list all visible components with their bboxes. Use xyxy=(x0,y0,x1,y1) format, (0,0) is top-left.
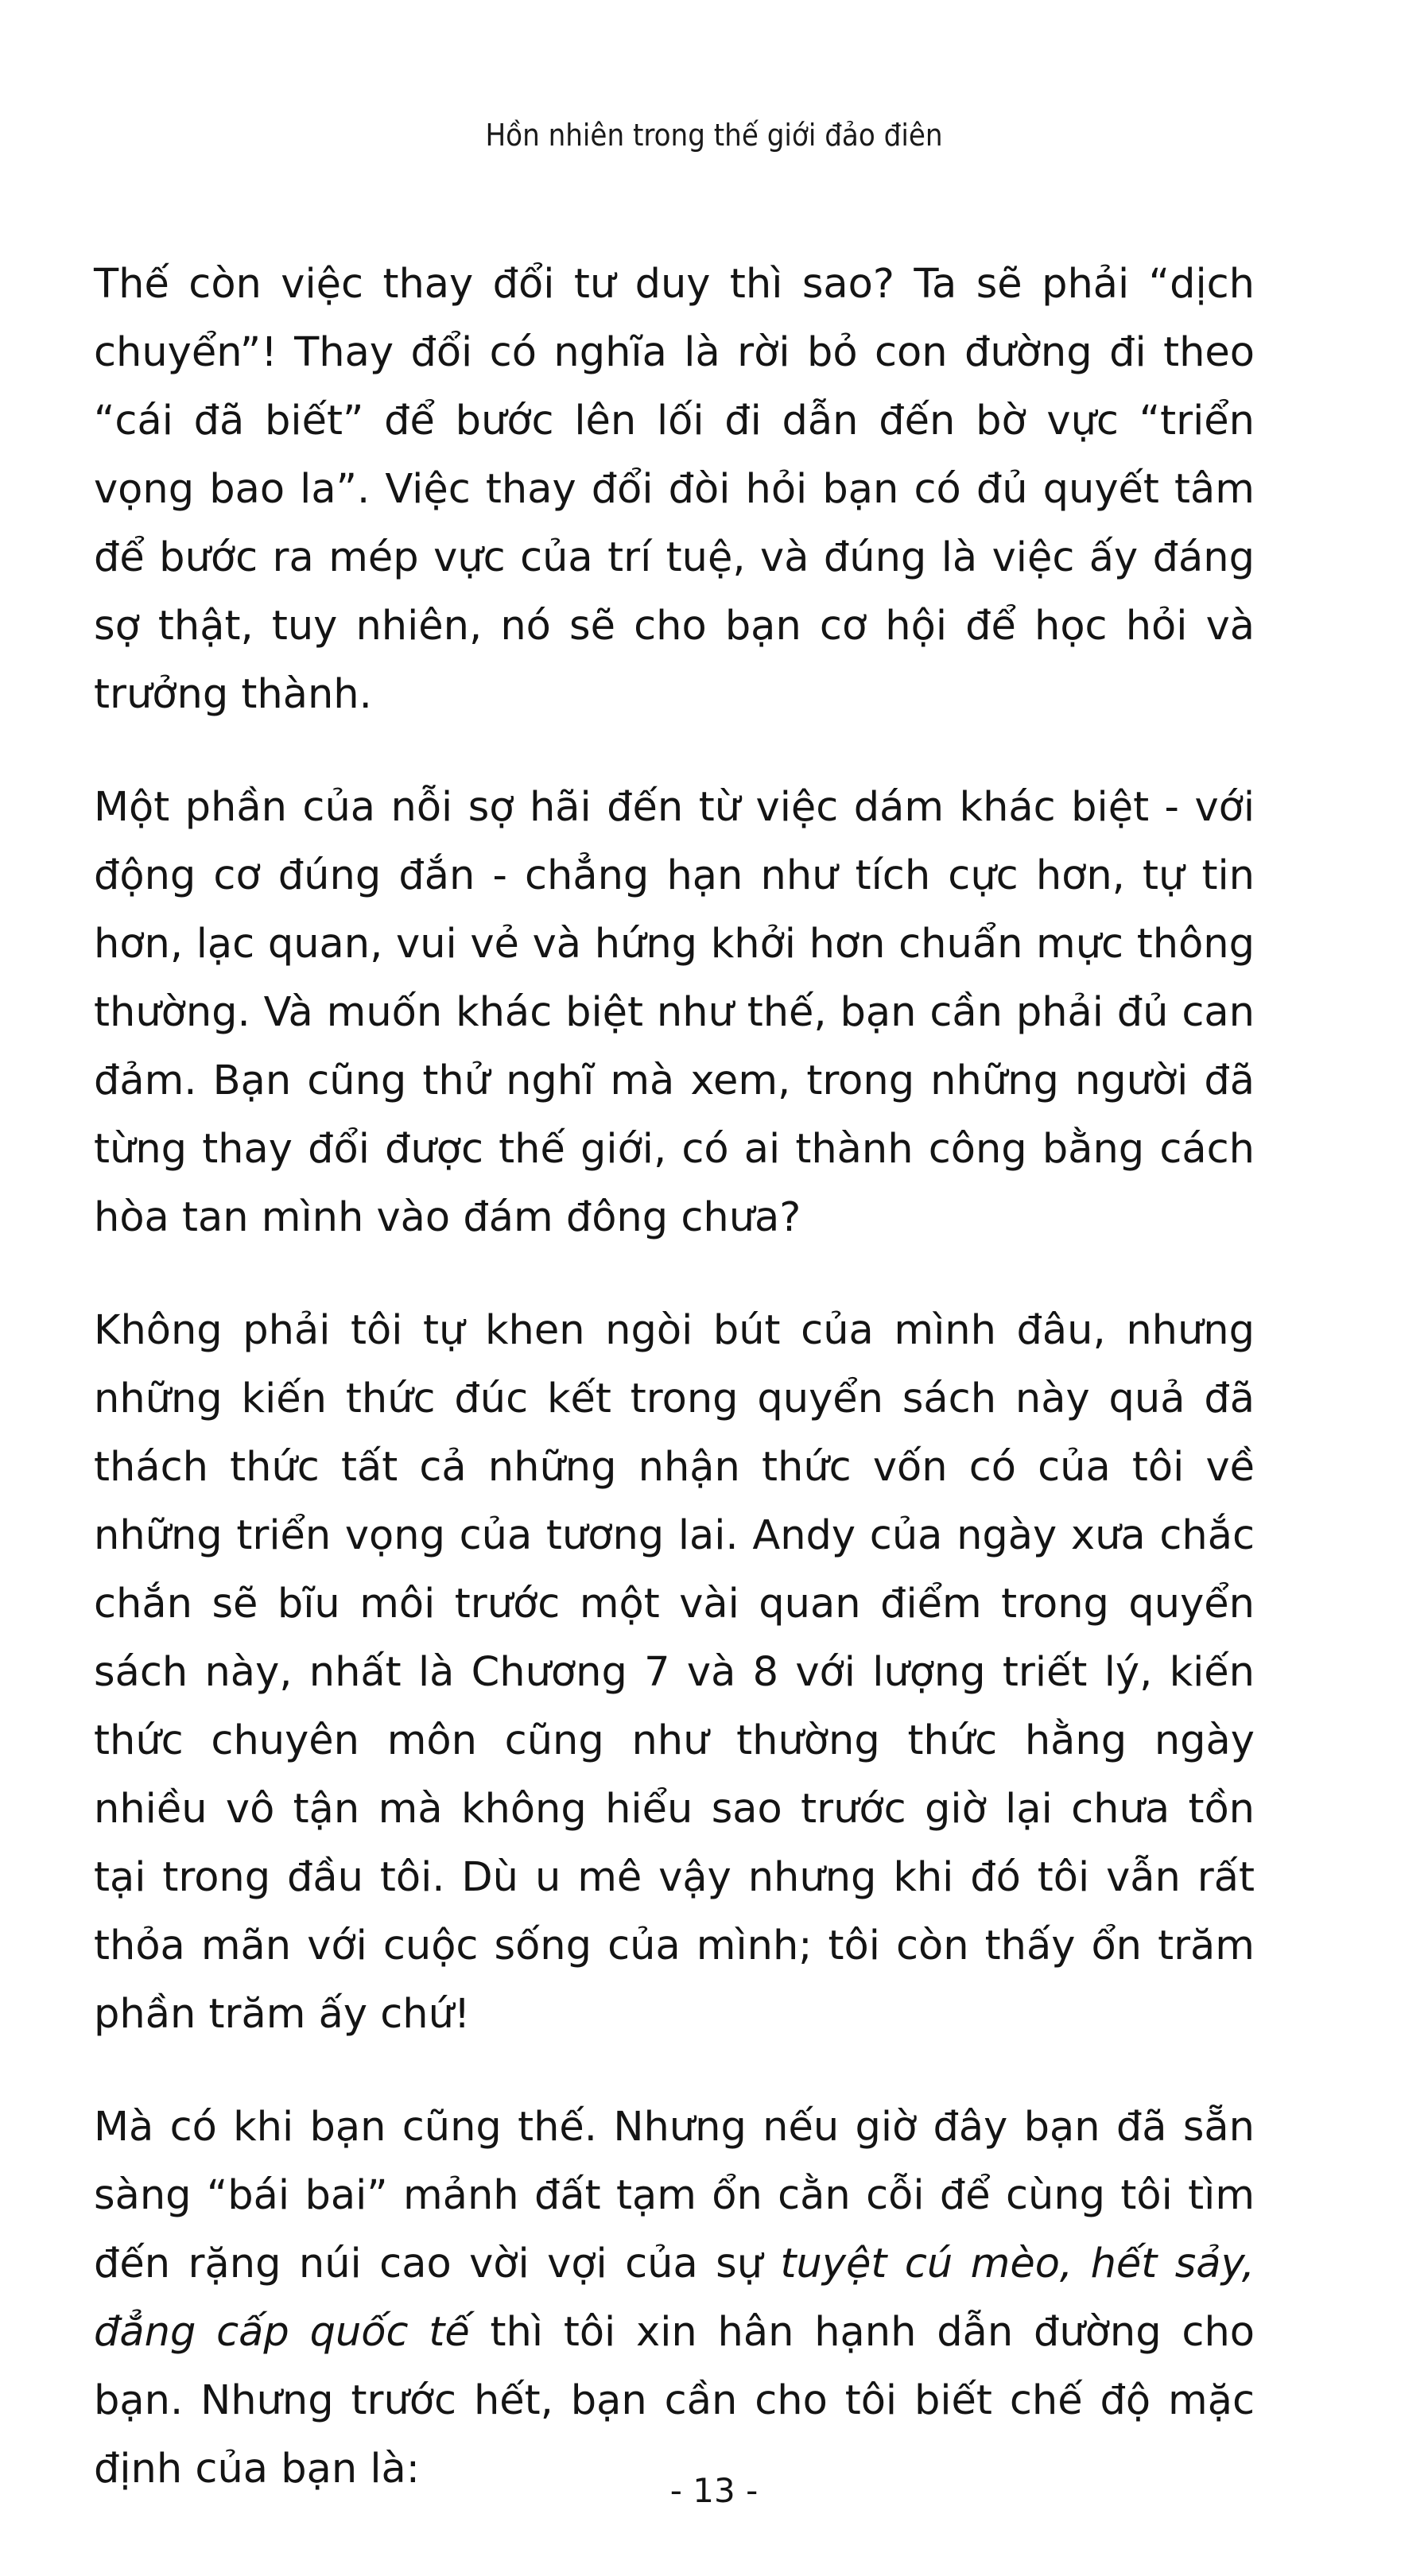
paragraph-4 xyxy=(94,2093,1255,2504)
paragraph-4-text-before: Mà có khi bạn cũng thế. Nhưng nếu giờ đây bạn đã sẵn sàng “bái bai” mảnh đất tạm ổn cằn cỗi để cùng tôi tìm đến rặng núi cao vời vợi của sự xyxy=(94,2104,1255,2287)
page-number: - 13 - xyxy=(669,2471,759,2510)
paragraph-4-italic-phrase: tuyệt cú mèo, hết sảy, đẳng cấp quốc tế xyxy=(94,2240,1255,2356)
body-text xyxy=(94,250,1255,2504)
paragraph-1: Thế còn việc thay đổi tư duy thì sao? Ta sẽ phải “dịch chuyển”! Thay đổi có nghĩa là rời bỏ con đường đi theo “cái đã biết” để bước lên lối đi dẫn đến bờ vực “triển vọng bao la”. Việc thay đổi đòi hỏi bạn có đủ quyết tâm để bước ra mép vực của trí tuệ, và đúng là việc ấy đáng sợ thật, tuy nhiên, nó sẽ cho bạn cơ hội để học hỏi và trưởng thành. xyxy=(94,261,1255,718)
paragraph-2: Một phần của nỗi sợ hãi đến từ việc dám khác biệt - với động cơ đúng đắn - chẳng hạn như tích cực hơn, tự tin hơn, lạc quan, vui vẻ và hứng khởi hơn chuẩn mực thông thường. Và muốn khác biệt như thế, bạn cần phải đủ can đảm. Bạn cũng thử nghĩ mà xem, trong những người đã từng thay đổi được thế giới, có ai thành công bằng cách hòa tan mình vào đám đông chưa? xyxy=(94,784,1255,1241)
running-header: Hồn nhiên trong thế giới đảo điên xyxy=(485,118,943,153)
paragraph-4-text-after: thì tôi xin hân hạnh dẫn đường cho bạn. Nhưng trước hết, bạn cần cho tôi biết chế độ mặc định của bạn là: xyxy=(94,2309,1255,2493)
paragraph-3: Không phải tôi tự khen ngòi bút của mình đâu, nhưng những kiến thức đúc kết trong quyển sách này quả đã thách thức tất cả những nhận thức vốn có của tôi về những triển vọng của tương lai. Andy của ngày xưa chắc chắn sẽ bĩu môi trước một vài quan điểm trong quyển sách này, nhất là Chương 7 và 8 với lượng triết lý, kiến thức chuyên môn cũng như thường thức hằng ngày nhiều vô tận mà không hiểu sao trước giờ lại chưa tồn tại trong đầu tôi. Dù u mê vậy nhưng khi đó tôi vẫn rất thỏa mãn với cuộc sống của mình; tôi còn thấy ổn trăm phần trăm ấy chứ! xyxy=(94,1307,1255,2038)
